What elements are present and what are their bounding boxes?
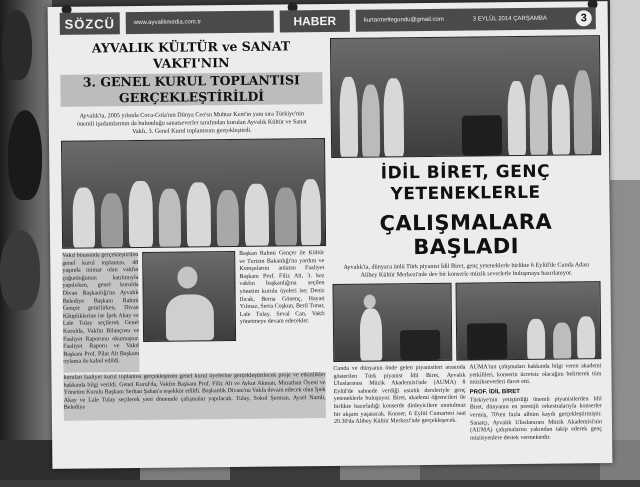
headline-line-2: 3. GENEL KURUL TOPLANTISI GERÇEKLEŞTİRİLDİ (60, 72, 322, 107)
article-right-body (333, 363, 602, 484)
portrait-photo (142, 251, 236, 342)
article-right-subhead: PROF. İDİL BİRET (469, 388, 520, 396)
article-right-column-2: AUMA'nın çalışmaları hakkında bilgi veren akademi yetkilileri, konserin ücretsiz olacağını belirterek tüm müzikseverleri davet etti. (469, 363, 602, 386)
website-url: www.ayvalikmedia.com.tr (126, 11, 274, 35)
article-right-headline-line-1: İDİL BİRET, GENÇ YETENEKLERLE (380, 161, 551, 205)
article-right-column-2-more: Türkiye'nin yetiştirdiği önemli piyanistlerden İdil Biret, dünyanın en prestijli orkestralarıyla konserler vermiş, 70'ten fazla albüm kaydı gerçekleştirmiştir. Sanatçı, Ayvalık Uluslararası Müzik Akademisi'nin (AUMA) çalışmalarını yakından takip ederek genç müzisyenlere destek vermektedir. (469, 395, 603, 442)
article-right (330, 35, 602, 458)
page-number: 3 (576, 10, 592, 26)
concert-photo (330, 35, 601, 158)
section-label: HABER (280, 10, 350, 33)
article-left-bottom-text: kurulan faaliyet kurul toplantısı gerçekleştiren genel kurul üyelerine gerçekleştirilecek proje ve etkinlikler hakkında bilgi verildi. Genel Kurul'da, Vakfın Başkanı Prof. Filiz Alt ve Aykut Akman, Murathan Öyeni ve Yönetim Kurulu Başkanı Serhan Şahan'a teşekkür edildi. Başkanlık Divanı'na Vakfa devam edecek olan İpek Akay ve Lale Tulay seçilerek yeni dönemde çalışmalar yapılacak. Tulay, Sokol Şerman, Aysel Namlı, Belediye (63, 372, 325, 421)
pianist-photo (333, 283, 453, 362)
article-right-lead: Ayvalık'ta, dünyaca ünlü Türk piyanist İdil Biret, genç yeteneklerle birlikte 6 Eylül'de Cunda Adası Alibey Kültür Merkezi'nde dev bir konserle müzik severlerle buluşmaya hazırlanıyor. (343, 261, 590, 279)
article-left-headline (60, 38, 323, 107)
masthead (60, 7, 596, 35)
masthead-info (356, 7, 596, 32)
headline-line-1: AYVALIK KÜLTÜR ve SANAT VAKFI'NIN (91, 38, 291, 71)
article-left-lead: Ayvalık'ta, 2005 yılında Coca-Cola'nın Dünya Ceo'su Muhtar Kent'in yanı sıra Türkiye'nin önemli işadamlarının da bulunduğu sanatseverler tarafından kurulan Ayvalık Kültür ve Sanat Vakfı, 3. Genel Kurul toplantısını gerçekleştirdi. (76, 110, 307, 136)
background-photo-right (610, 180, 640, 480)
contact-email: kurtarmeltegundu@gmail.com (363, 16, 444, 24)
background-person (8, 110, 42, 200)
newspaper-page (48, 1, 613, 469)
background-person (2, 10, 32, 80)
article-right-headline-line-2: ÇALIŞMALARA BAŞLADI (379, 209, 553, 260)
rehearsal-photo (456, 281, 602, 361)
article-right-column-1: Cunda ve dünyanın önde gelen piyanistleri arasında gösterilen Türk piyanist İdil Biret, Ayvalık Uluslararası Müzik Akademisi'nde (AUMA) 8 Eylül'de sahnede verdiği ustalık dersleriyle genç yeteneklerle buluşuyor. Biret, akademi öğrencileri ile birlikte hazırladığı konserde dinleyicilere unutulmaz bir akşam yaşatacak. Konser, 6 Eylül Cumartesi saat 20.30'da Alibey Kültür Merkezi'nde gerçekleşecek. (333, 364, 466, 426)
article-left-body (62, 250, 325, 373)
newspaper-logo: SÖZCÜ (60, 12, 120, 35)
article-left (60, 38, 326, 461)
background-wall-left (0, 0, 52, 480)
issue-date: 3 EYLÜL 2014 ÇARŞAMBA (472, 15, 547, 23)
article-left-column-2: Başkan Rahmi Gençer ile Kültür ve Turizm Bakanlığı'na yardım ve Komşularını anlatan Faaliyet Başkanı Prof. Filiz Alt, 3. kez vakfın başkanlığına seçilen yönetim kurulu üyeleri ise; Deniz Ilıcak, Berna Gönenç, Hayati Yılmaz, Serra Coşkun, Beril Tunar, Lale Tulay, Seval Can, Vakfı yönetmeye devam edecekler. (239, 250, 325, 326)
background-person (0, 230, 40, 310)
group-photo (61, 138, 326, 249)
article-left-column-1: Vakıf binasında gerçekleştirilen genel kurul toplantısı, 48 yaşında mimar olan vakfın çoğunluğunun katılımıyla yapılırken, genel kurulda Divan Başkanlığı'na Ayvalık Belediye Başkanı Rahmi Gençer getirilirken, Divan Kâtipliklerine ise İpek Akay ve Lale Tulay seçilerek Genel Kurulda, Vakfın Bilançosu ve Faaliyet Raporunu okumuştur. Faaliyet Raporu ve Vakıf Başkanı Prof. Pilat Alt Başkanı oylama ile kabul edildi. (62, 252, 139, 373)
